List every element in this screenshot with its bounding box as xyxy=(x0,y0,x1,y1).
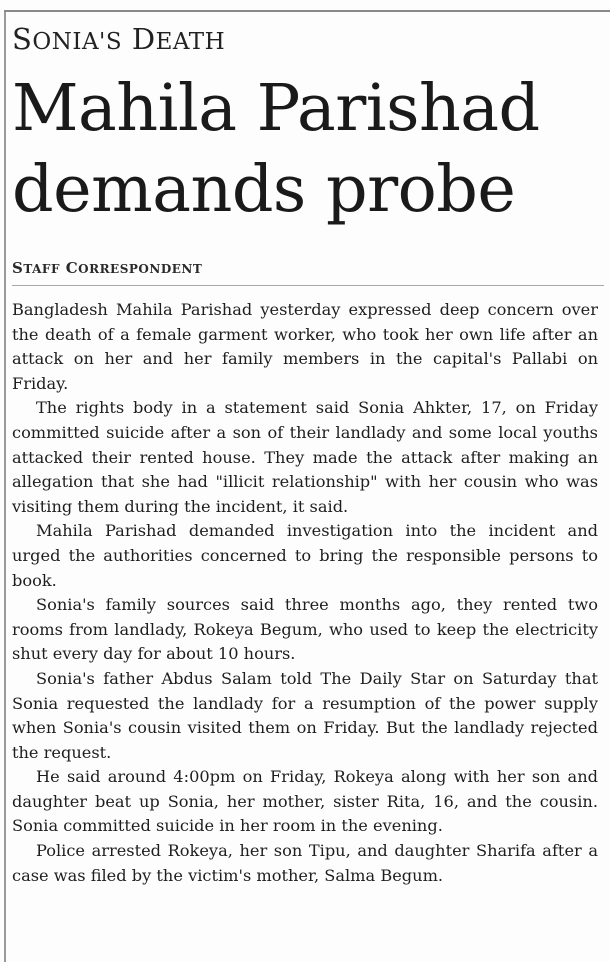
article-paragraph: Sonia's family sources said three months ago, they rented two rooms from landlady, Rokeya Begum, who used to keep the electricity shut every day for about 10 hours. xyxy=(12,595,598,664)
article-paragraph: Mahila Parishad demanded investigation into the incident and urged the authorities concerned to bring the responsible persons to book. xyxy=(12,521,598,590)
column-rule-top xyxy=(4,10,610,12)
article-paragraph: Sonia's father Abdus Salam told The Daily Star on Saturday that Sonia requested the landlady for a resumption of the power supply when Sonia's cousin visited them on Friday. But the landlady rejected the request. xyxy=(12,668,598,762)
column-rule-left xyxy=(4,10,6,962)
article-paragraph: The rights body in a statement said Sonia Ahkter, 17, on Friday committed suicide after a son of their landlady and some local youths attacked their rented house. They made the attack after making an allegation that she had "illicit relationship" with her cousin who was visiting them during the incident, it said. xyxy=(12,398,598,516)
byline-rest-2: ORRESPONDENT xyxy=(78,262,203,276)
byline xyxy=(12,259,202,277)
article-paragraph: Police arrested Rokeya, her son Tipu, and daughter Sharifa after a case was filed by the victim's mother, Salma Begum. xyxy=(12,841,598,885)
byline-divider xyxy=(12,285,604,286)
kicker-rest-1: ONIA'S xyxy=(32,29,123,55)
byline-initial-2: C xyxy=(65,259,79,277)
kicker xyxy=(12,22,225,56)
article-paragraph: Bangladesh Mahila Parishad yesterday expressed deep concern over the death of a female garment worker, who took her own life after an attack on her and her family members in the capital's Pallabi on Friday. xyxy=(12,300,598,393)
headline-line-1: Mahila Parishad xyxy=(12,71,540,146)
headline-line-2: demands probe xyxy=(12,152,516,227)
kicker-initial-2: D xyxy=(131,22,156,56)
kicker-initial-1: S xyxy=(12,22,33,56)
article-body xyxy=(12,298,598,888)
byline-rest-1: TAFF xyxy=(23,262,60,276)
article-paragraph: He said around 4:00pm on Friday, Rokeya along with her son and daughter beat up Sonia, her mother, sister Rita, 16, and the cousin. Sonia committed suicide in her room in the evening. xyxy=(12,767,598,836)
byline-initial-1: S xyxy=(12,259,24,277)
headline xyxy=(12,68,608,230)
kicker-rest-2: EATH xyxy=(155,29,226,55)
